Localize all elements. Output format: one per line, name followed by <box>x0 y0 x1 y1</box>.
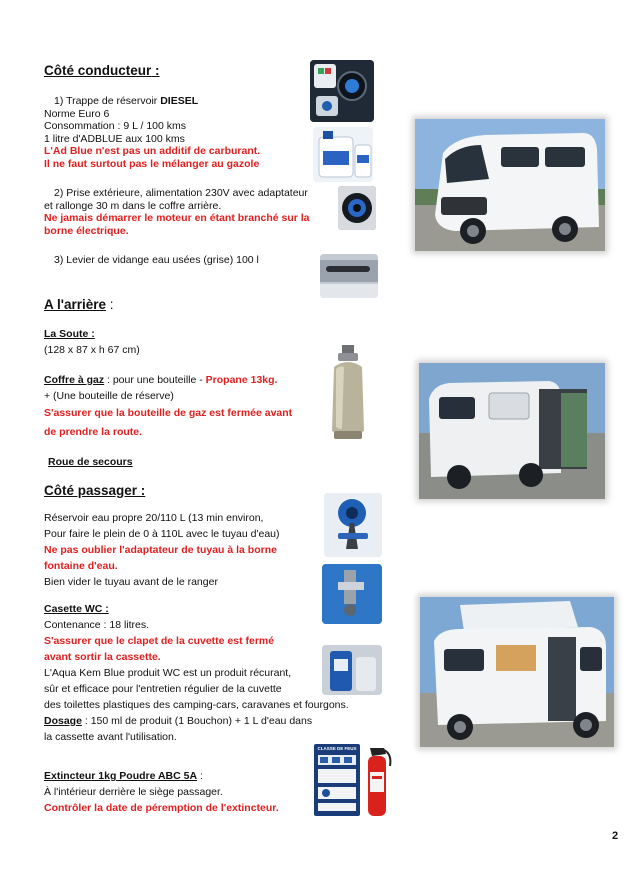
water-inlet-photo <box>324 493 382 557</box>
consumption: Consommation : 9 L / 100 kms <box>44 120 187 132</box>
rear-title: A l'arrière : <box>44 297 114 312</box>
van-rear-photo <box>419 363 605 499</box>
wc-desc-2: sûr et efficace pour l'entretien régulier de la cuvette <box>44 683 282 695</box>
gas-block <box>44 372 292 442</box>
gas-reserve: + (Une bouteille de réserve) <box>44 390 174 402</box>
soute-title: La Soute : <box>44 328 95 340</box>
wc-warning-2: avant sortir la cassette. <box>44 651 161 663</box>
extinguisher-photo <box>362 744 392 818</box>
extinguisher-block <box>44 768 279 816</box>
power-socket-line-1: 2) Prise extérieure, alimentation 230V avec adaptateur <box>54 187 308 199</box>
fuel-hatch-photo <box>310 60 374 122</box>
extinguisher-warning: Contrôler la date de péremption de l'extincteur. <box>44 802 279 814</box>
grey-water-lever: 3) Levier de vidange eau usées (grise) 100 l <box>54 254 259 266</box>
power-socket-block <box>44 187 310 237</box>
fuel-hatch-line: 1) Trappe de réservoir DIESEL <box>54 95 199 107</box>
water-block <box>44 510 280 590</box>
wc-desc-3: des toilettes plastiques des camping-cars, caravanes et fourgons. <box>44 699 349 711</box>
extinguisher-location: À l'intérieur derrière le siège passager. <box>44 786 223 798</box>
power-socket-line-2: et rallonge 30 m dans le coffre arrière. <box>44 199 222 212</box>
driver-side-title: Côté conducteur : <box>44 63 160 78</box>
wc-title: Casette WC : <box>44 603 109 615</box>
adblue-warning-2: Il ne faut surtout pas le mélanger au gazole <box>44 157 260 170</box>
water-tap-photo <box>322 564 382 624</box>
extinguisher-label-heading: CLASSE DE FEUX <box>317 746 357 751</box>
gas-warning-2: de prendre la route. <box>44 426 143 438</box>
drain-lever-photo <box>320 254 378 298</box>
gas-line: Coffre à gaz : pour une bouteille - Propane 13kg. <box>44 374 278 386</box>
aqua-kem-photo <box>322 645 382 695</box>
rear-block <box>44 326 140 358</box>
wc-block <box>44 601 349 745</box>
water-empty-hose: Bien vider le tuyau avant de le ranger <box>44 576 218 588</box>
dosage-line-2: la cassette avant l'utilisation. <box>44 731 177 743</box>
euro-norm: Norme Euro 6 <box>44 107 110 120</box>
power-warning-2: borne électrique. <box>44 224 129 237</box>
extinguisher-label-photo <box>314 744 360 816</box>
water-warning-1: Ne pas oublier l'adaptateur de tuyau à la borne <box>44 544 277 556</box>
page-number: 2 <box>612 830 619 842</box>
power-warning-1: Ne jamais démarrer le moteur en étant branché sur la <box>44 212 310 224</box>
driver-side-block <box>44 95 260 170</box>
spare-wheel: Roue de secours <box>48 456 133 468</box>
van-front-photo <box>415 119 605 251</box>
dosage-line: Dosage : 150 ml de produit (1 Bouchon) + 1 L d'eau dans <box>44 715 313 727</box>
soute-dimensions: (128 x 87 x h 67 cm) <box>44 344 140 356</box>
water-warning-2: fontaine d'eau. <box>44 560 118 572</box>
wc-desc-1: L'Aqua Kem Blue produit WC est un produit récurant, <box>44 667 292 679</box>
gas-bottle-photo <box>326 345 370 441</box>
power-socket-photo <box>338 186 376 230</box>
adblue-warning-1: L'Ad Blue n'est pas un additif de carburant. <box>44 145 261 157</box>
passenger-side-title: Côté passager : <box>44 483 146 498</box>
extinguisher-title-line: Extincteur 1kg Poudre ABC 5A : <box>44 770 203 782</box>
gas-warning-1: S'assurer que la bouteille de gaz est fermée avant <box>44 407 293 419</box>
wc-warning-1: S'assurer que le clapet de la cuvette est fermé <box>44 635 275 647</box>
van-side-photo <box>420 597 614 747</box>
adblue-consumption: 1 litre d'ADBLUE aux 100 kms <box>44 132 185 145</box>
water-tank-line-2: Pour faire le plein de 0 à 110L avec le tuyau d'eau) <box>44 528 280 540</box>
adblue-can-photo <box>313 127 373 182</box>
wc-capacity: Contenance : 18 litres. <box>44 619 150 631</box>
water-tank-line-1: Réservoir eau propre 20/110 L (13 min environ, <box>44 512 264 524</box>
